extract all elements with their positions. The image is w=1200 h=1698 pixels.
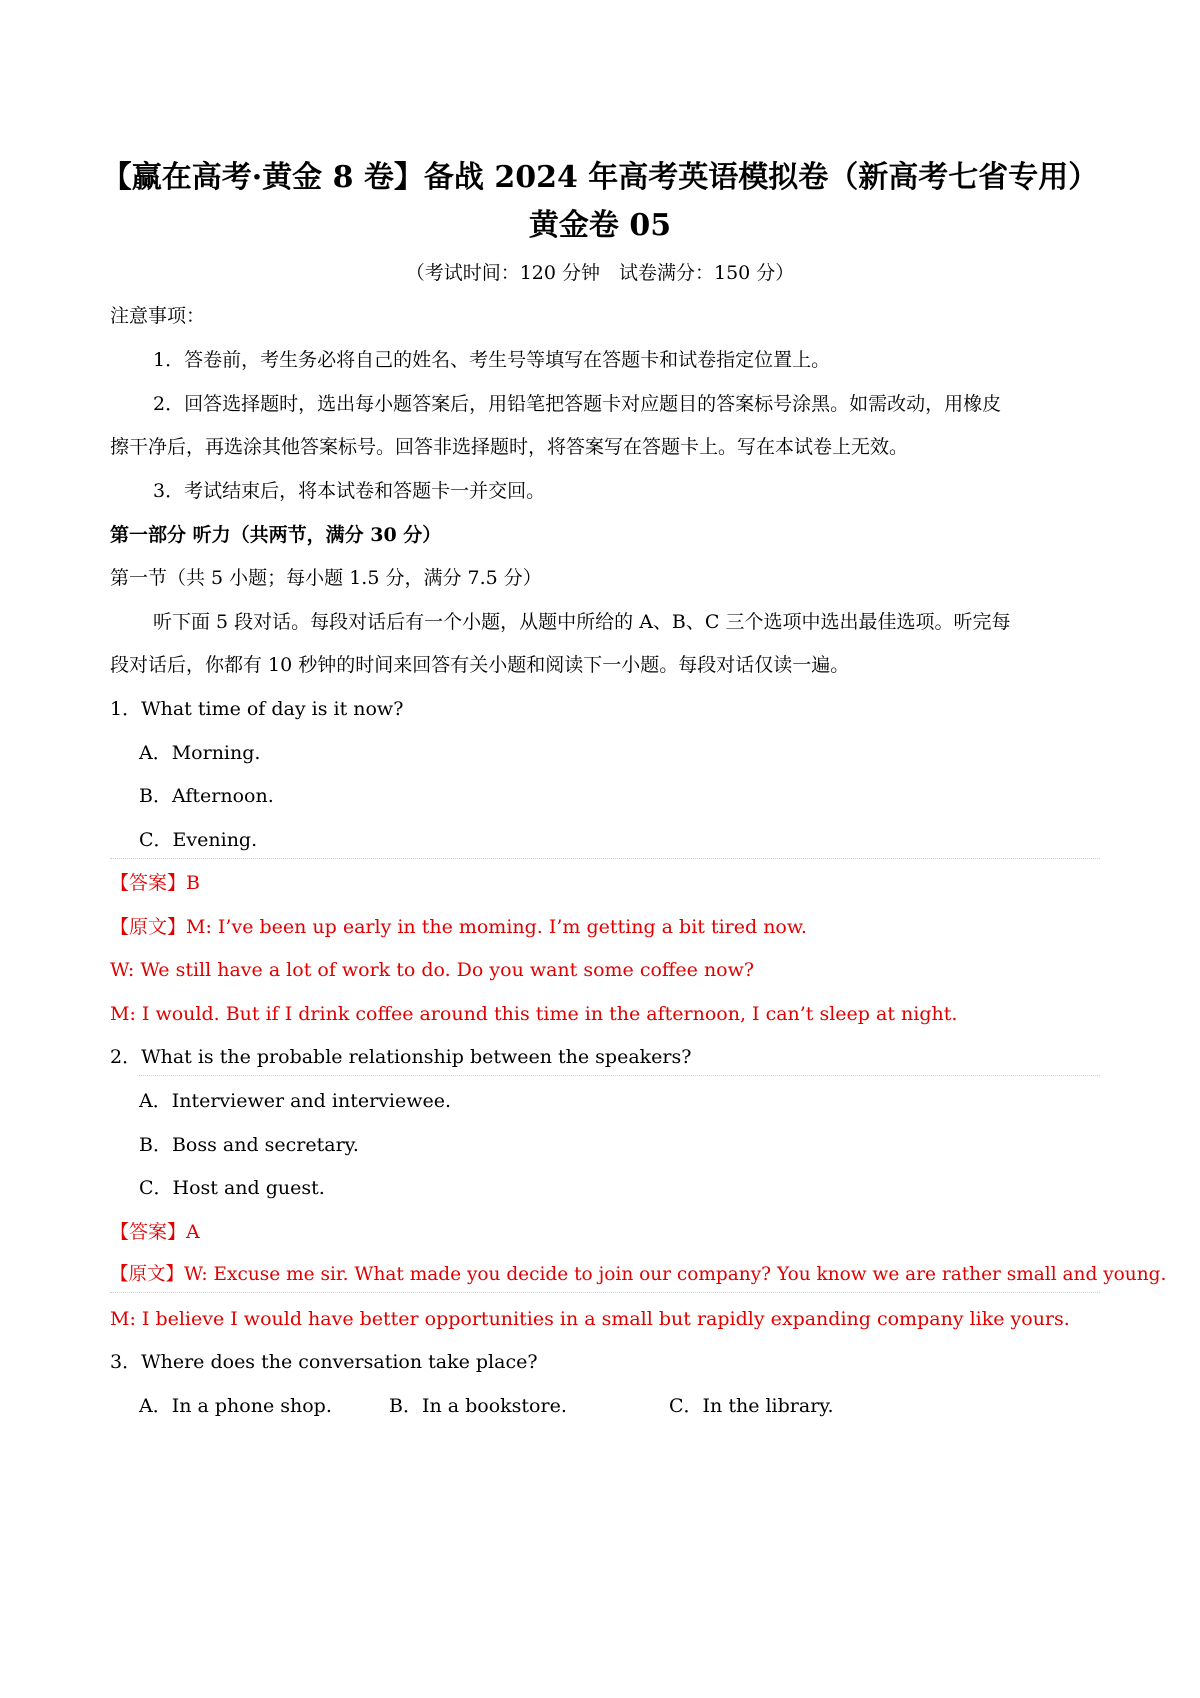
question-2-answer: [110, 1218, 200, 1246]
source-text: M: I’ve been up early in the moming. I’m getting a bit tired now.: [186, 916, 807, 938]
exam-title: 【赢在高考·黄金 8 卷】备战 2024 年高考英语模拟卷（新高考七省专用）: [101, 160, 1099, 195]
answer-tag: 【答案】: [110, 1221, 187, 1243]
notes-item-2-line1: 2．回答选择题时，选出每小题答案后，用铅笔把答题卡对应题目的答案标号涂黑。如需改动，用橡皮: [153, 393, 1002, 415]
question-2-option-c: C．Host and guest.: [139, 1177, 325, 1199]
question-2-option-b: B．Boss and secretary.: [139, 1134, 359, 1156]
question-2-stem: 2．What is the probable relationship between the speakers?: [110, 1046, 692, 1068]
dotted-divider: [110, 858, 1100, 859]
question-3-option-a: A．In a phone shop.: [139, 1395, 332, 1417]
question-1-source-line1: [110, 913, 807, 941]
question-2-option-a: A．Interviewer and interviewee.: [139, 1090, 451, 1112]
answer-value: A: [186, 1221, 200, 1243]
notes-item-3: 3．考试结束后，将本试卷和答题卡一并交回。: [153, 480, 546, 502]
question-1-option-c: C．Evening.: [139, 829, 258, 851]
notes-heading: 注意事项：: [110, 305, 206, 327]
exam-info: （考试时间：120 分钟 试卷满分：150 分）: [405, 262, 795, 284]
question-3-option-c: C．In the library.: [669, 1395, 834, 1417]
question-3-stem: 3．Where does the conversation take place?: [110, 1351, 538, 1373]
question-1-option-a: A．Morning.: [139, 742, 261, 764]
question-1-source-line2: W: We still have a lot of work to do. Do you want some coffee now?: [110, 959, 755, 981]
notes-item-2-line2: 擦干净后，再选涂其他答案标号。回答非选择题时，将答案写在答题卡上。写在本试卷上无效。: [110, 436, 909, 458]
part1-heading: 第一部分 听力（共两节，满分 30 分）: [110, 524, 442, 546]
notes-item-1: 1．答卷前，考生务必将自己的姓名、考生号等填写在答题卡和试卷指定位置上。: [153, 349, 831, 371]
source-text: W: Excuse me sir. What made you decide to join our company? You know we are rather small and young.: [184, 1264, 1167, 1285]
question-1-option-b: B．Afternoon.: [139, 785, 274, 807]
dotted-divider: [110, 1292, 1100, 1293]
question-1-answer: [110, 869, 200, 897]
question-3-option-b: B．In a bookstore.: [389, 1395, 567, 1417]
instructions-line2: 段对话后，你都有 10 秒钟的时间来回答有关小题和阅读下一小题。每段对话仅读一遍。: [110, 654, 850, 676]
dotted-divider: [139, 1075, 1100, 1076]
source-tag: 【原文】: [110, 1264, 185, 1285]
question-2-source-line1: [110, 1261, 1166, 1289]
exam-subtitle: 黄金卷 05: [528, 208, 672, 243]
answer-value: B: [186, 872, 200, 894]
question-1-stem: 1．What time of day is it now?: [110, 698, 404, 720]
section1-heading: 第一节（共 5 小题；每小题 1.5 分，满分 7.5 分）: [110, 567, 542, 589]
question-2-source-line2: M: I believe I would have better opportunities in a small but rapidly expanding company like yours.: [110, 1308, 1070, 1330]
question-1-source-line3: M: I would. But if I drink coffee around this time in the afternoon, I can’t sleep at night.: [110, 1003, 958, 1025]
answer-tag: 【答案】: [110, 872, 187, 894]
instructions-line1: 听下面 5 段对话。每段对话后有一个小题，从题中所给的 A、B、C 三个选项中选出最佳选项。听完每: [153, 611, 1011, 633]
source-tag: 【原文】: [110, 916, 187, 938]
